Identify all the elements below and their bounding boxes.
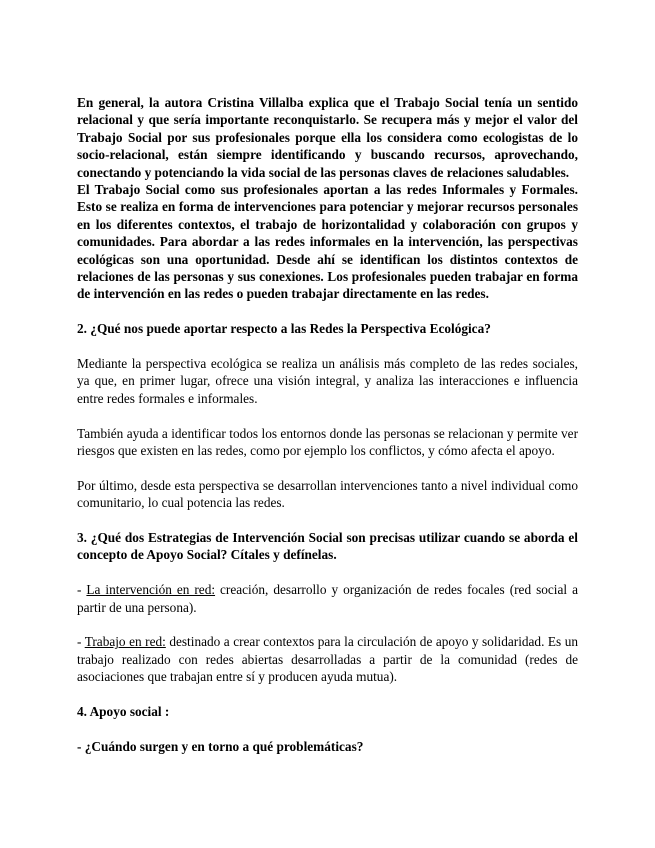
spacer bbox=[77, 721, 578, 738]
spacer bbox=[77, 459, 578, 476]
question-2-answer-1: Mediante la perspectiva ecológica se realiza un análisis más completo de las redes sociales, ya que, en primer lugar, ofrece una visión integral, y analiza las interacciones e influencia entre redes formales e informales. bbox=[77, 356, 578, 406]
item-dash: - bbox=[77, 582, 87, 598]
question-4-subquestion-1: - ¿Cuándo surgen y en torno a qué problemáticas? bbox=[77, 738, 364, 754]
spacer bbox=[77, 407, 578, 424]
question-3-item-1 bbox=[77, 581, 578, 616]
item-dash: - bbox=[77, 634, 85, 650]
item-term: La intervención en red: bbox=[86, 582, 216, 598]
intro-paragraph-2: El Trabajo Social como sus profesionales aportan a las redes Informales y Formales. Esto se realiza en forma de intervenciones para potenciar y mejorar recursos personales en los diferentes contextos, el trabajo de horizontalidad y colaboración con grupos y comunidades. Para abordar a las redes informales en la intervención, las perspectivas ecológicas son una oportunidad. Desde ahí se identifican los distintos contextos de relaciones de las personas y sus conexiones. Los profesionales pueden trabajar en forma de intervención en las redes o pueden trabajar directamente en las redes. bbox=[77, 182, 578, 302]
question-2-answer-3: Por último, desde esta perspectiva se desarrollan intervenciones tanto a nivel individual como comunitario, lo cual potencia las redes. bbox=[77, 477, 578, 511]
document-page bbox=[77, 94, 578, 755]
question-4-heading: 4. Apoyo social : bbox=[77, 704, 170, 720]
spacer bbox=[77, 616, 578, 633]
spacer bbox=[77, 686, 578, 703]
question-3-item-2 bbox=[77, 633, 578, 685]
question-2-answer-2: También ayuda a identificar todos los entornos donde las personas se relacionan y permite ver riesgos que existen en las redes, como por ejemplo los conflictos, y cómo afecta el apoyo. bbox=[77, 425, 578, 459]
spacer bbox=[77, 338, 578, 355]
spacer bbox=[77, 512, 578, 529]
question-3-heading: 3. ¿Qué dos Estrategias de Intervención Social son precisas utilizar cuando se aborda el concepto de Apoyo Social? Cítales y defínelas. bbox=[77, 530, 578, 563]
item-definition: creación, desarrollo y organización de redes focales (red social a partir de una persona). bbox=[77, 582, 578, 615]
question-2-heading: 2. ¿Qué nos puede aportar respecto a las Redes la Perspectiva Ecológica? bbox=[77, 321, 491, 337]
item-term: Trabajo en red: bbox=[84, 634, 166, 650]
item-definition: destinado a crear contextos para la circulación de apoyo y solidaridad. Es un trabajo realizado con redes abiertas desarrolladas a partir de la comunidad (redes de asociaciones que trabajan entre sí y producen ayuda mutua). bbox=[77, 634, 579, 685]
spacer bbox=[77, 303, 578, 320]
spacer bbox=[77, 564, 578, 581]
intro-paragraph-1: En general, la autora Cristina Villalba explica que el Trabajo Social tenía un sentido relacional y que sería importante reconquistarlo. Se recupera más y mejor el valor del Trabajo Social por sus profesionales porque ella los considera como ecologistas de lo socio-relacional, están siempre identificando y buscando recursos, aprovechando, conectando y potenciando la vida social de las personas claves de relaciones saludables. bbox=[77, 95, 578, 180]
